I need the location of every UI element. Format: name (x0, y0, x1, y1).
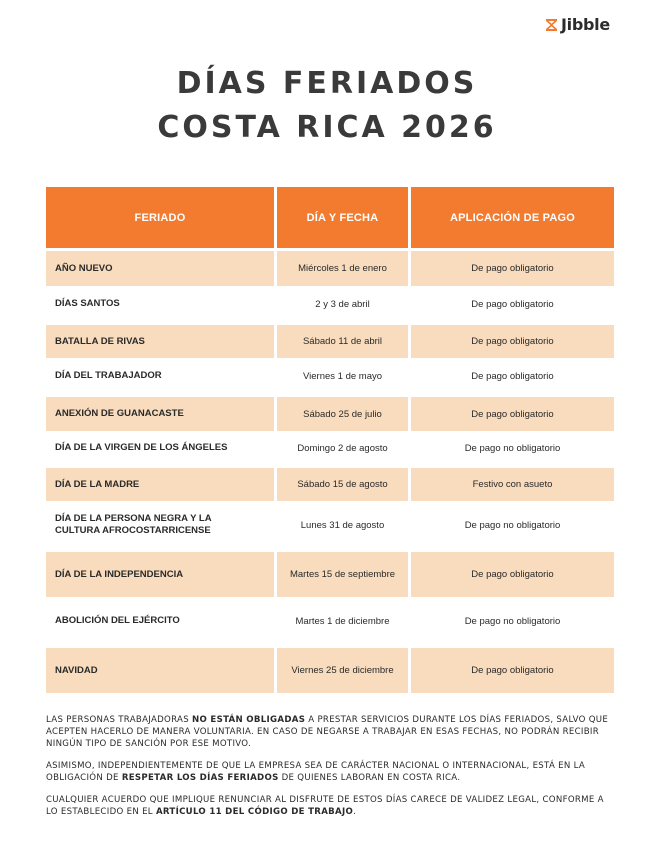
cell-pago: De pago no obligatorio (464, 442, 561, 454)
brand-name: Jibble (561, 15, 610, 34)
table-row (46, 251, 614, 286)
cell-fecha: Viernes 1 de mayo (277, 358, 411, 394)
cell-pago: De pago obligatorio (411, 397, 614, 431)
cell-pago: De pago obligatorio (411, 648, 614, 693)
table-row (46, 286, 614, 322)
note-emphasis: NO ESTÁN OBLIGADAS (192, 715, 306, 725)
note-emphasis: ARTÍCULO 11 DEL CÓDIGO DE TRABAJO (155, 807, 354, 817)
cell-feriado-line1: DÍA DE LA PERSONA NEGRA Y LA (55, 513, 212, 524)
cell-fecha: Martes 1 de diciembre (277, 597, 411, 645)
note-emphasis: RESPETAR LOS DÍAS FERIADOS (121, 773, 279, 783)
cell-fecha: Martes 15 de septiembre (277, 552, 411, 597)
cell-pago: De pago obligatorio (471, 298, 554, 310)
table-row (46, 648, 614, 693)
cell-pago: De pago obligatorio (411, 325, 614, 358)
table-row (46, 468, 614, 501)
cell-pago: De pago obligatorio (471, 370, 554, 382)
cell-pago: De pago no obligatorio (464, 615, 561, 627)
table-row (46, 358, 614, 394)
cell-feriado: AÑO NUEVO (46, 251, 277, 286)
note-paragraph-3: CUALQUIER ACUERDO QUE IMPLIQUE RENUNCIAR AL DISFRUTE DE ESTOS DÍAS CARECE DE VALIDEZ LEGAL, CONFORME A LO ESTABLECIDO EN EL ARTÍCULO 11 DEL CÓDIGO DE TRABAJO. (46, 795, 604, 817)
table-row (46, 431, 614, 465)
cell-pago: Festivo con asueto (411, 468, 614, 501)
cell-feriado (46, 501, 277, 549)
cell-feriado: BATALLA DE RIVAS (46, 325, 277, 358)
cell-feriado: ANEXIÓN DE GUANACASTE (46, 397, 277, 431)
cell-feriado-line2: CULTURA AFROCOSTARRICENSE (55, 525, 211, 536)
note-paragraph-1: LAS PERSONAS TRABAJADORAS NO ESTÁN OBLIGADAS A PRESTAR SERVICIOS DURANTE LOS DÍAS FERIADOS, SALVO QUE ACEPTEN HACERLO DE MANERA VOLUNTARIA. EN CASO DE NEGARSE A TRABAJAR EN ESAS FECHAS, NO PODRÁN RECIBIR NINGÚN TIPO DE SANCIÓN POR ESE MOTIVO. (46, 715, 609, 749)
cell-fecha: 2 y 3 de abril (277, 286, 411, 322)
cell-feriado: DÍA DEL TRABAJADOR (46, 358, 277, 394)
header-fecha: DÍA Y FECHA (277, 187, 411, 248)
cell-feriado: ABOLICIÓN DEL EJÉRCITO (46, 597, 277, 645)
cell-pago: De pago no obligatorio (464, 519, 561, 531)
cell-fecha: Miércoles 1 de enero (277, 251, 411, 286)
cell-fecha: Sábado 15 de agosto (277, 468, 411, 501)
cell-fecha: Viernes 25 de diciembre (277, 648, 411, 693)
note-paragraph-2: ASIMISMO, INDEPENDIENTEMENTE DE QUE LA EMPRESA SEA DE CARÁCTER NACIONAL O INTERNACIONAL, ESTÁ EN LA OBLIGACIÓN DE RESPETAR LOS DÍAS FERIADOS DE QUIENES LABORAN EN COSTA RICA. (46, 761, 586, 783)
table-row (46, 325, 614, 358)
table-row (46, 597, 614, 645)
cell-feriado: DÍA DE LA INDEPENDENCIA (46, 552, 277, 597)
cell-pago: De pago obligatorio (411, 251, 614, 286)
table-row (46, 501, 614, 549)
cell-feriado: DÍA DE LA VIRGEN DE LOS ÁNGELES (46, 431, 277, 465)
table-row (46, 397, 614, 431)
header-pago: APLICACIÓN DE PAGO (411, 187, 614, 248)
cell-feriado: NAVIDAD (46, 648, 277, 693)
hourglass-icon (545, 18, 558, 32)
cell-fecha: Lunes 31 de agosto (277, 501, 411, 549)
page-title-line1: DÍAS FERIADOS (176, 66, 478, 101)
cell-pago: De pago obligatorio (411, 552, 614, 597)
page-title-line2: COSTA RICA 2026 (157, 110, 497, 145)
cell-fecha: Sábado 25 de julio (277, 397, 411, 431)
cell-feriado: DÍAS SANTOS (46, 286, 277, 322)
table-row (46, 552, 614, 597)
cell-fecha: Sábado 11 de abril (277, 325, 411, 358)
brand-logo (545, 15, 610, 34)
header-feriado: FERIADO (46, 187, 277, 248)
cell-fecha: Domingo 2 de agosto (277, 431, 411, 465)
cell-feriado: DÍA DE LA MADRE (46, 468, 277, 501)
legal-notes (46, 714, 616, 828)
table-header (46, 187, 614, 248)
holidays-table (46, 187, 614, 693)
